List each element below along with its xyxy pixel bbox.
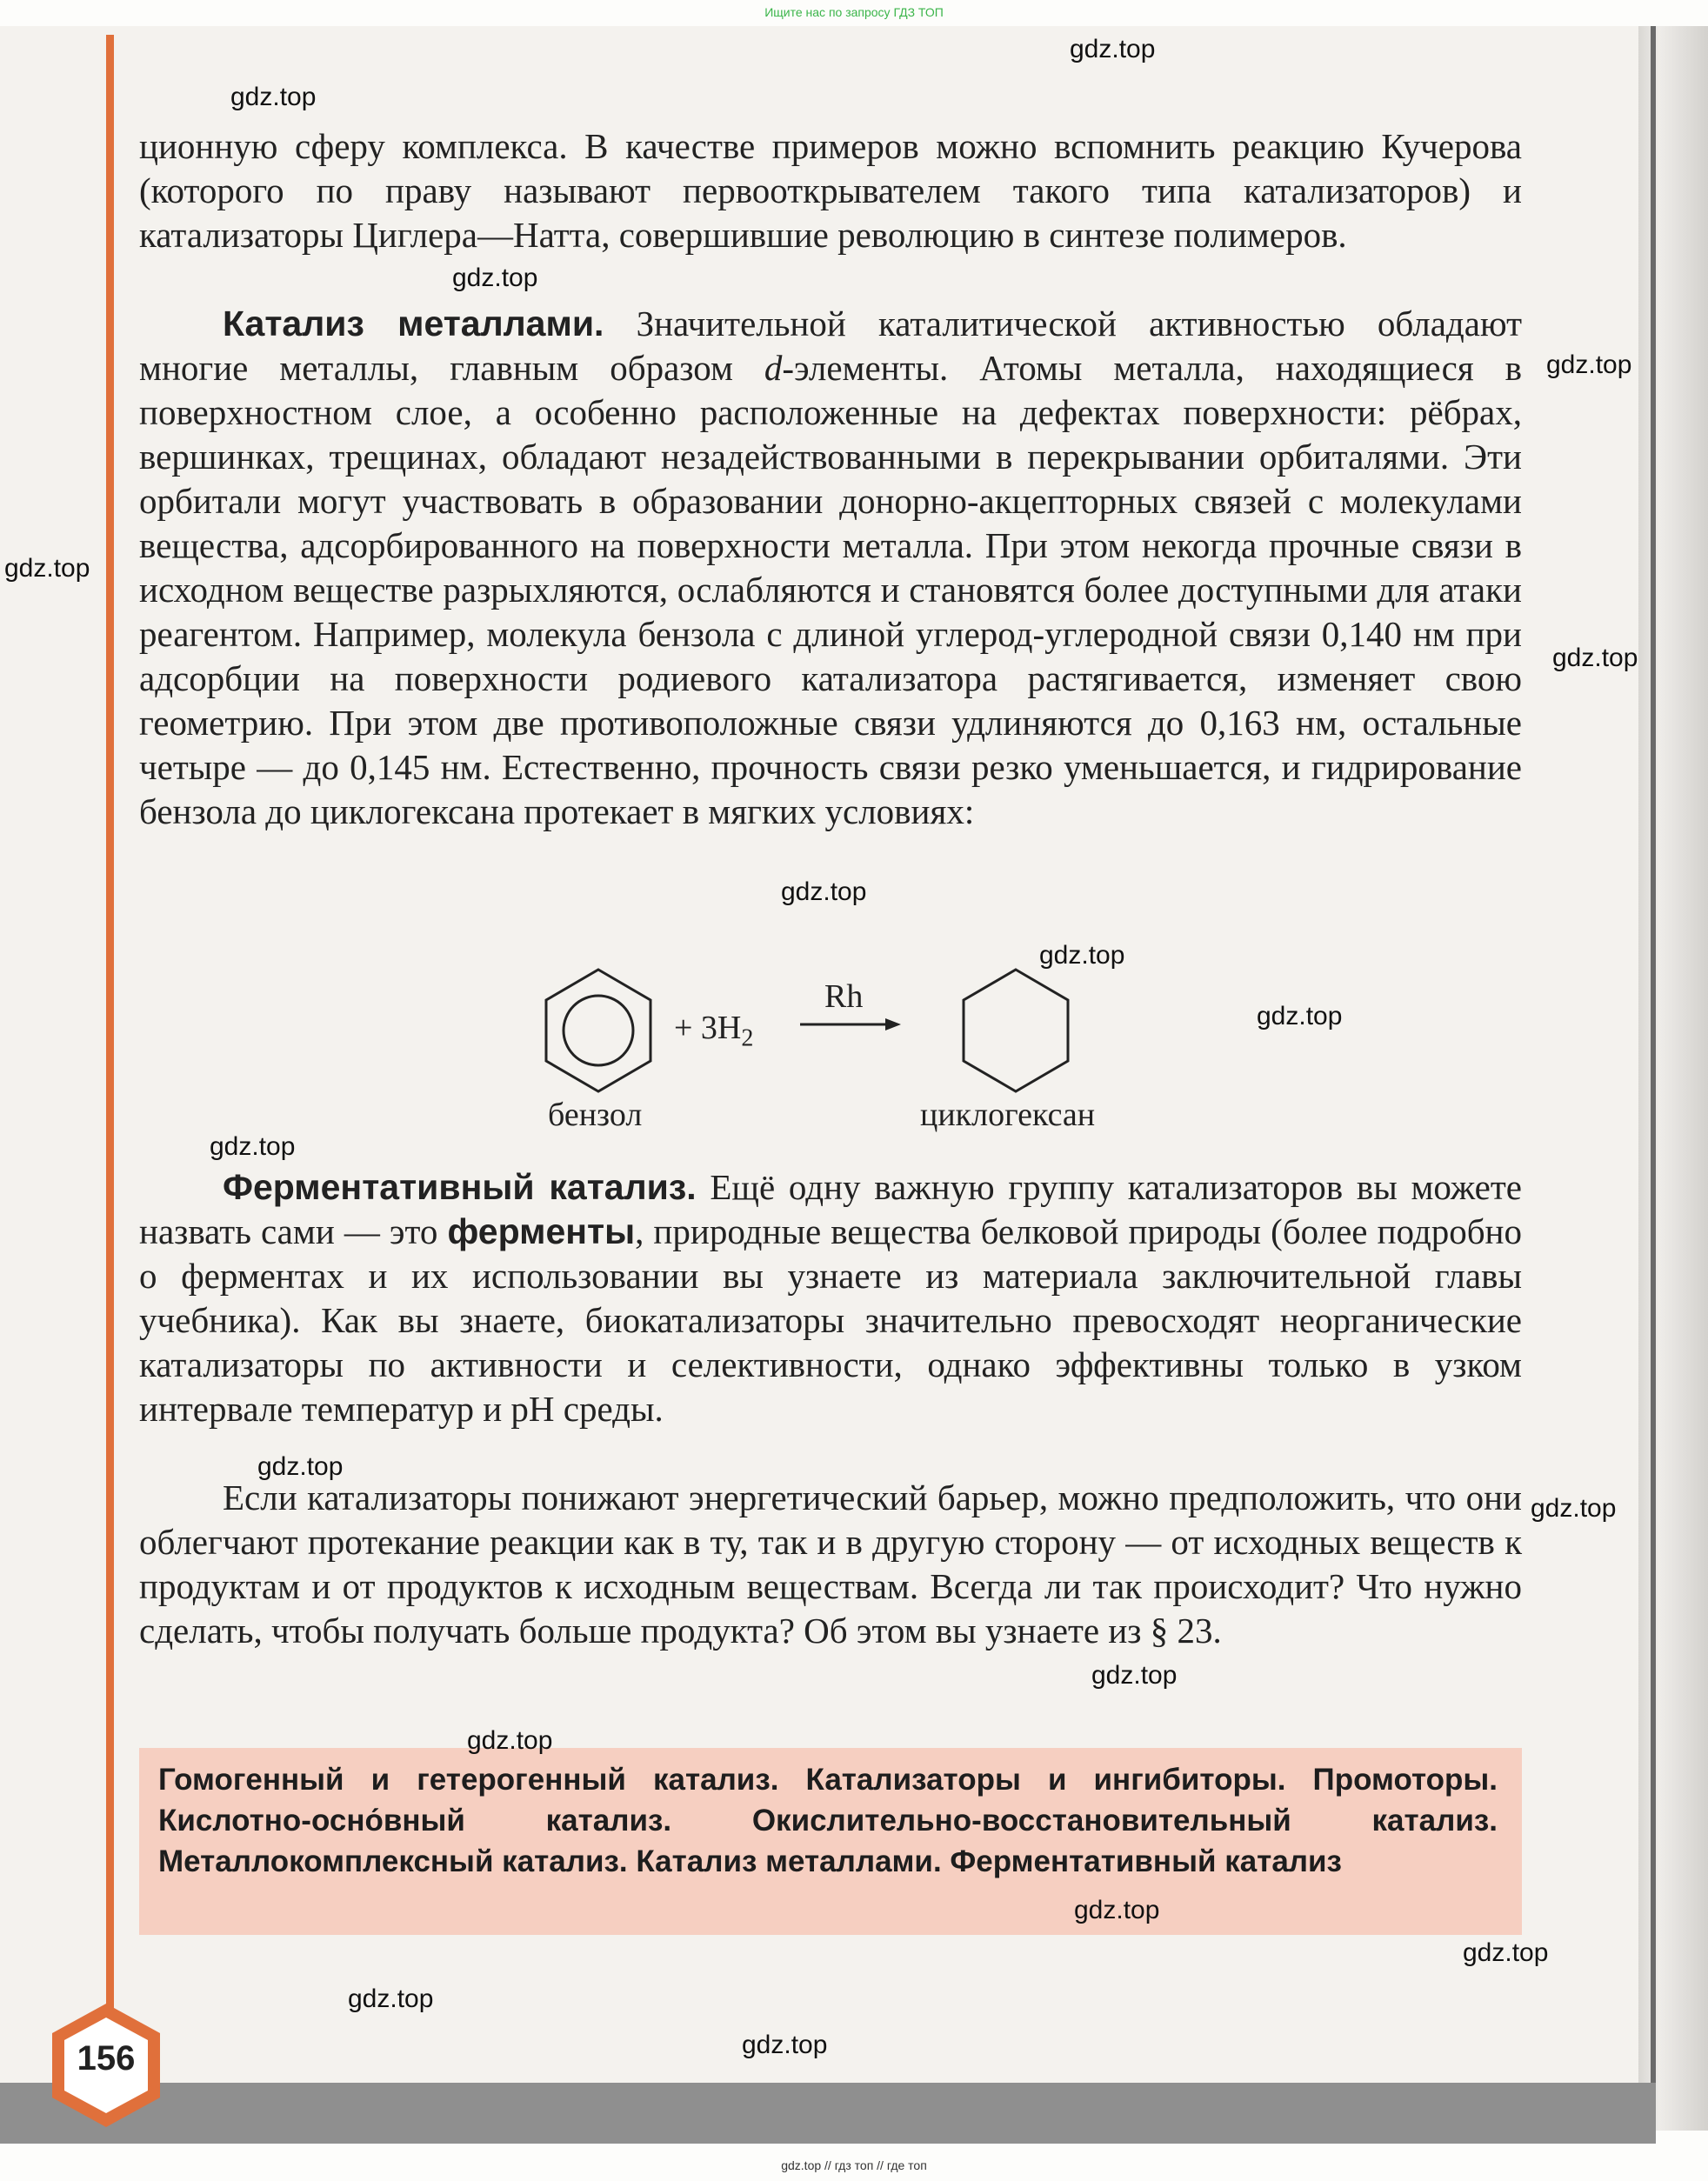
- d-element-symbol: d: [764, 348, 783, 388]
- paragraph-equilibrium: [139, 1476, 1522, 1653]
- watermark: gdz.top: [1463, 1938, 1549, 1967]
- cyclohexane-ring: [964, 970, 1068, 1091]
- watermark: gdz.top: [742, 2031, 828, 2059]
- watermark: gdz.top: [1070, 35, 1156, 63]
- bottom-footer: gdz.top // гдз топ // где топ: [781, 2158, 927, 2172]
- paragraph-enzymatic-catalysis: [139, 1165, 1522, 1431]
- section-heading-enzymatic: Ферментативный катализ.: [223, 1167, 697, 1207]
- paragraph-text-part: Значительной каталитической активностью обладают многие металлы, главным образом: [139, 303, 1522, 388]
- section-heading-metals: Катализ металлами.: [223, 303, 604, 343]
- paragraph-text: ционную сферу комплекса. В качестве примеров можно вспомнить реакцию Кучерова (которого по праву называют первооткрывателем такого типа катализаторов) и катализаторы Циглера—Натта, совершившие революцию в синтезе полимеров.: [139, 126, 1522, 255]
- watermark: gdz.top: [257, 1452, 344, 1481]
- term-enzymes: ферменты: [447, 1211, 636, 1251]
- watermark: gdz.top: [348, 1984, 434, 2013]
- watermark: gdz.top: [467, 1726, 553, 1755]
- paragraph-intro: [139, 124, 1522, 257]
- watermark: gdz.top: [1074, 1896, 1160, 1924]
- bottom-bar: [0, 2083, 1656, 2144]
- paragraph-text-part: Ещё одну важную группу катализаторов вы можете назвать сами — это: [139, 1167, 1522, 1251]
- paragraph-text: [139, 1165, 1522, 1431]
- margin-rule: [106, 35, 114, 2044]
- benzene-ring: [546, 970, 651, 1091]
- spine-edge: [1651, 26, 1656, 2131]
- benzene-label: бензол: [548, 1097, 643, 1133]
- paragraph-text-part: -элементы. Атомы металла, находящиеся в поверхностном слое, а особенно расположенные на дефектах поверхности: рёбрах, вершинках, трещинах, обладают незадействованными в перекрывании орбиталями. Эти орбитали могут участвовать в образовании донорно-акцепторных связей с молекулами вещества, адсорбированного на поверхности металла. При этом некогда прочные связи в исходном веществе разрыхляются, ослабляются и становятся более доступными для атаки реагентом. Например, молекула бензола с длиной углерод-углеродной связи 0,140 нм при адсорбции на поверхности родиевого катализатора растягивается, изменяет свою геометрию. При этом две противоположные связи удлиняются до 0,163 нм, остальные четыре — до 0,145 нм. Естественно, прочность связи резко уменьшается, и гидрирование бензола до циклогексана протекает в мягких условиях:: [139, 348, 1523, 831]
- watermark: gdz.top: [452, 263, 538, 292]
- watermark: gdz.top: [1039, 941, 1125, 970]
- cyclohexane-label: циклогексан: [920, 1097, 1096, 1133]
- reagent-hydrogen: + $3H_2$: [674, 1010, 754, 1052]
- top-banner: Ищите нас по запросу ГДЗ ТОП: [764, 5, 944, 19]
- watermark: gdz.top: [230, 83, 317, 111]
- key-terms-text: Гомогенный и гетерогенный катализ. Катализаторы и ингибиторы. Промоторы. Кислотно-осно́вный катализ. Окислительно-восстановительный катализ. Металлокомплексный катализ. Катализ металлами. Ферментативный катализ: [158, 1763, 1498, 1878]
- reaction-arrowhead: [885, 1018, 901, 1030]
- watermark: gdz.top: [1552, 644, 1638, 672]
- watermark: gdz.top: [1531, 1494, 1617, 1523]
- paragraph-text: [139, 302, 1522, 834]
- watermark: gdz.top: [1546, 350, 1632, 379]
- reaction-diagram: [522, 957, 1218, 1148]
- benzene-aromatic-circle: [564, 996, 633, 1065]
- watermark: gdz.top: [1091, 1661, 1178, 1690]
- paragraph-text: Если катализаторы понижают энергетический барьер, можно предположить, что они облегчают протекание реакции как в ту, так и в другую сторону — от исходных веществ к продуктам и от продуктов к исходным веществам. Всегда ли так происходит? Что нужно сделать, чтобы получать больше продукта? Об этом вы узнаете из § 23.: [139, 1477, 1522, 1651]
- paragraph-metal-catalysis: [139, 302, 1522, 834]
- watermark: gdz.top: [1257, 1002, 1343, 1030]
- catalyst-label: Rh: [824, 978, 864, 1015]
- watermark: gdz.top: [210, 1132, 296, 1161]
- paragraph-text-part: , природные вещества белковой природы (более подробно о ферментах и их использовании вы узнаете из материала заключительной главы учебника). Как вы знаете, биокатализаторы значительно превосходят неорганические катализаторы по активности и селективности, однако эффективны только в узком интервале температур и pH среды.: [139, 1211, 1522, 1429]
- book-spine: [1638, 26, 1708, 2131]
- watermark: gdz.top: [4, 554, 90, 583]
- page-number: 156: [77, 2039, 136, 2078]
- watermark: gdz.top: [781, 877, 867, 906]
